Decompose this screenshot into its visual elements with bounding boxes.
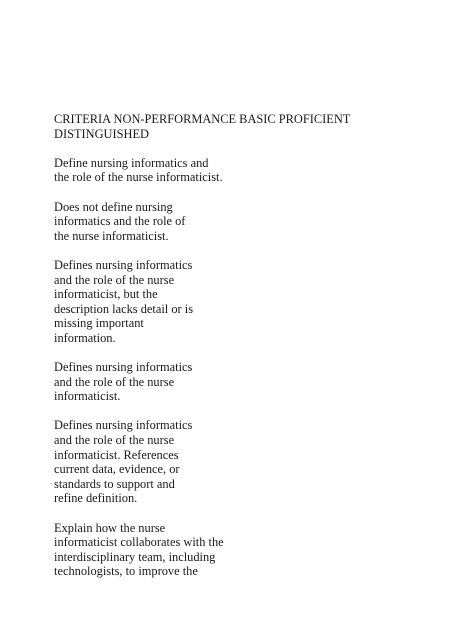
text-line: informaticist, but the: [54, 287, 158, 302]
text-line: current data, evidence, or: [54, 462, 180, 477]
criterion-collaboration: [54, 521, 434, 579]
text-line: Does not define nursing: [54, 199, 173, 214]
document-body: [54, 112, 434, 594]
text-line: CRITERIA NON-PERFORMANCE BASIC PROFICIENT: [54, 112, 351, 126]
text-line: standards to support and: [54, 476, 175, 491]
text-line: description lacks detail or is: [54, 301, 194, 316]
text-line: informatics and the role of: [54, 214, 186, 229]
text-line: information.: [54, 330, 116, 345]
rubric-header: [54, 112, 434, 141]
text-line: and the role of the nurse: [54, 374, 175, 389]
criterion-define-informatics: [54, 156, 434, 185]
text-line: DISTINGUISHED: [54, 126, 149, 141]
level-proficient: [54, 360, 434, 404]
text-line: and the role of the nurse: [54, 433, 175, 448]
text-line: technologists, to improve the: [54, 564, 198, 579]
text-line: informaticist. References: [54, 447, 179, 462]
level-non-performance: [54, 200, 434, 244]
text-line: informaticist collaborates with the: [54, 535, 224, 550]
text-line: Explain how the nurse: [54, 520, 166, 535]
text-line: missing important: [54, 316, 144, 331]
text-line: Defines nursing informatics: [54, 257, 193, 272]
text-line: refine definition.: [54, 491, 138, 506]
level-basic: [54, 258, 434, 346]
text-line: the role of the nurse informaticist.: [54, 170, 223, 185]
text-line: the nurse informaticist.: [54, 228, 169, 243]
text-line: Defines nursing informatics: [54, 360, 193, 375]
text-line: interdisciplinary team, including: [54, 549, 216, 564]
text-line: Defines nursing informatics: [54, 418, 193, 433]
text-line: informaticist.: [54, 389, 121, 404]
text-line: Define nursing informatics and: [54, 155, 209, 170]
text-line: and the role of the nurse: [54, 272, 175, 287]
level-distinguished: [54, 418, 434, 506]
